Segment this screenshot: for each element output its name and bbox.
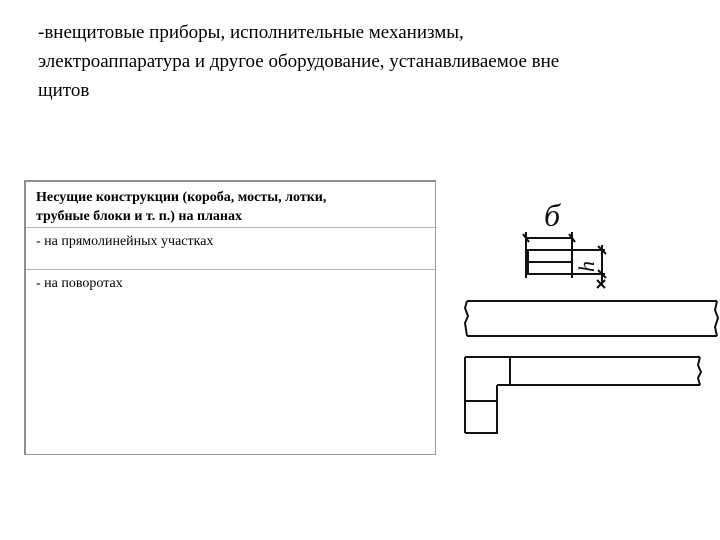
dimension-label-h: h	[574, 261, 599, 272]
cable-tray-symbol-drawing	[455, 190, 720, 440]
intro-line-2: электроаппаратура и другое оборудование, устанавливаемое вне	[38, 51, 560, 72]
tray-cross-section	[523, 232, 606, 288]
table-row-turns: - на поворотах	[36, 276, 123, 291]
table-header-line-2: трубные блоки и т. п.) на планах	[36, 209, 242, 224]
symbols-table	[24, 180, 436, 455]
intro-paragraph	[38, 18, 710, 105]
intro-line-3: щитов	[38, 80, 90, 101]
intro-line-1: -внещитовые приборы, исполнительные механизмы,	[38, 22, 464, 43]
dimension-label-b: б	[544, 197, 561, 233]
table-header	[26, 182, 435, 228]
turn-tray-section	[465, 357, 701, 433]
table-row-straight: - на прямолинейных участках	[26, 228, 435, 270]
table-header-line-1: Несущие конструкции (короба, мосты, лотки,	[36, 190, 327, 205]
straight-tray-section	[465, 301, 718, 336]
